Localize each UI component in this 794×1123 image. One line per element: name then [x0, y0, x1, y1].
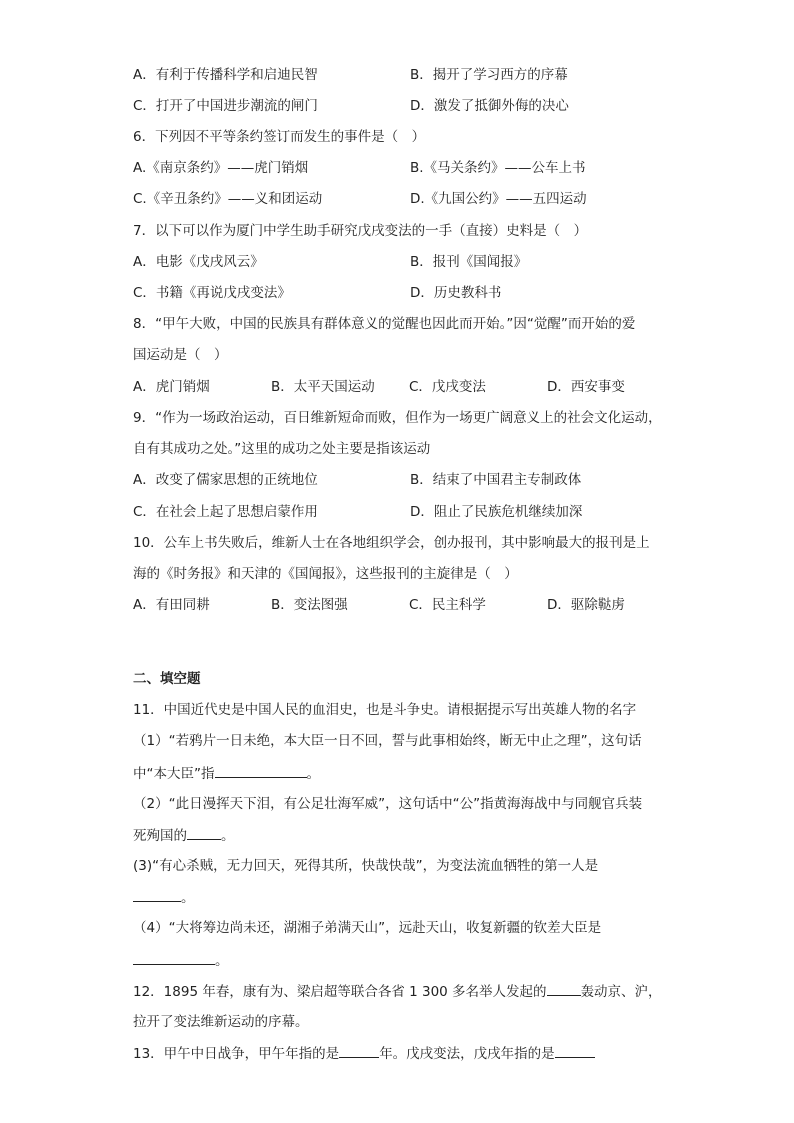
q13-answer-blank-1[interactable] — [339, 1043, 379, 1058]
q6-option-d[interactable]: D.《九国公约》——五四运动 — [410, 191, 587, 207]
q11-part2-line2 — [133, 825, 693, 846]
q8-option-c[interactable]: C．戊戌变法 — [409, 379, 486, 395]
q9-stem-line2: 自有其成功之处。”这里的成功之处主要是指该运动 — [133, 441, 431, 457]
q11-part3-line2 — [133, 887, 693, 908]
q11-part1-prefix: 中“本大臣”指 — [133, 766, 215, 782]
q10-option-b[interactable]: B．变法图强 — [271, 597, 348, 613]
q7-option-a[interactable]: A．电影《戊戌风云》 — [133, 254, 264, 270]
q7-option-d[interactable]: D．历史教科书 — [410, 285, 502, 301]
q9-option-d[interactable]: D．阻止了民族危机继续加深 — [410, 504, 583, 520]
q11-part1-suffix: 。 — [306, 766, 320, 782]
section-title-fill-blank: 二、填空题 — [133, 671, 201, 687]
q11-part1-line2 — [133, 763, 693, 784]
q10-stem-line1: 10．公车上书失败后，维新人士在各地组织学会，创办报刊，其中影响最大的报刊是上 — [133, 535, 650, 551]
q11-part1-line1: （1）“若鸦片一日未绝，本大臣一日不回，誓与此事相始终，断无中止之理”，这句话 — [133, 733, 642, 749]
q11-part3-line1: (3)“有心杀贼，无力回天，死得其所，快哉快哉”，为变法流血牺牲的第一人是 — [133, 858, 599, 874]
q8-stem-line2: 国运动是（ ） — [133, 347, 228, 363]
q11-part4-line1: （4）“大将筹边尚未还，湖湘子弟满天山”，远赴天山，收复新疆的钦差大臣是 — [133, 920, 602, 936]
q13-prefix: 13．甲午中日战争，甲午年指的是 — [133, 1046, 340, 1062]
q11-part3-suffix: 。 — [181, 890, 195, 906]
q5-option-a[interactable]: A．有利于传播科学和启迪民智 — [133, 67, 318, 83]
q11-part2-prefix: 死殉国的 — [133, 828, 187, 844]
q10-stem-line2: 海的《时务报》和天津的《国闻报》，这些报刊的主旋律是（ ） — [133, 566, 518, 582]
q9-option-a[interactable]: A．改变了儒家思想的正统地位 — [133, 472, 318, 488]
q7-option-b[interactable]: B．报刊《国闻报》 — [410, 254, 528, 270]
q10-option-c[interactable]: C．民主科学 — [409, 597, 486, 613]
q11-part3-answer-blank[interactable] — [133, 887, 181, 902]
q10-option-a[interactable]: A．有田同耕 — [133, 597, 210, 613]
q11-part4-answer-blank[interactable] — [133, 950, 215, 965]
q6-stem: 6．下列因不平等条约签订而发生的事件是（ ） — [133, 129, 426, 145]
q7-option-c[interactable]: C．书籍《再说戊戌变法》 — [133, 285, 291, 301]
q5-option-d[interactable]: D．激发了抵御外侮的决心 — [410, 98, 569, 114]
q6-option-a[interactable]: A.《南京条约》——虎门销烟 — [133, 160, 309, 176]
q11-part2-suffix: 。 — [221, 828, 235, 844]
q12-answer-blank[interactable] — [547, 981, 581, 996]
q9-stem-line1: 9．“作为一场政治运动，百日维新短命而败，但作为一场更广阔意义上的社会文化运动， — [133, 410, 662, 426]
q8-stem-line1: 8．“甲午大败，中国的民族具有群体意义的觉醒也因此而开始。”因“觉醒”而开始的爱 — [133, 316, 636, 332]
q9-option-c[interactable]: C．在社会上起了思想启蒙作用 — [133, 504, 318, 520]
q6-option-c[interactable]: C.《辛丑条约》——义和团运动 — [133, 191, 323, 207]
q12-prefix: 12．1895 年春，康有为、梁启超等联合各省 1 300 多名举人发起的 — [133, 984, 547, 1000]
q5-option-c[interactable]: C．打开了中国进步潮流的闸门 — [133, 98, 318, 114]
q11-part2-line1: （2）“此日漫挥天下泪，有公足壮海军威”，这句话中“公”指黄海海战中与同舰官兵装 — [133, 796, 643, 812]
q5-option-b[interactable]: B．揭开了学习西方的序幕 — [410, 67, 568, 83]
q10-option-d[interactable]: D．驱除鞑虏 — [547, 597, 625, 613]
q8-option-a[interactable]: A．虎门销烟 — [133, 379, 210, 395]
q11-stem: 11．中国近代史是中国人民的血泪史，也是斗争史。请根据提示写出英雄人物的名字 — [133, 702, 637, 718]
q13-line1 — [133, 1043, 693, 1064]
q11-part2-answer-blank[interactable] — [187, 825, 221, 840]
q11-part4-line2 — [133, 950, 693, 971]
q7-stem: 7．以下可以作为厦门中学生助手研究戊戌变法的一手（直接）史料是（ ） — [133, 223, 588, 239]
q11-part1-answer-blank[interactable] — [215, 763, 307, 778]
q13-middle: 年。戊戌变法，戊戌年指的是 — [379, 1046, 555, 1062]
q12-suffix: 轰动京、沪， — [580, 984, 662, 1000]
q11-part4-suffix: 。 — [215, 953, 229, 969]
q8-option-d[interactable]: D．西安事变 — [547, 379, 625, 395]
q6-option-b[interactable]: B.《马关条约》——公车上书 — [410, 160, 586, 176]
q12-line1 — [133, 981, 693, 1002]
q8-option-b[interactable]: B．太平天国运动 — [271, 379, 375, 395]
q9-option-b[interactable]: B．结束了中国君主专制政体 — [410, 472, 582, 488]
q12-line2: 拉开了变法维新运动的序幕。 — [133, 1014, 309, 1030]
q13-answer-blank-2[interactable] — [555, 1043, 595, 1058]
